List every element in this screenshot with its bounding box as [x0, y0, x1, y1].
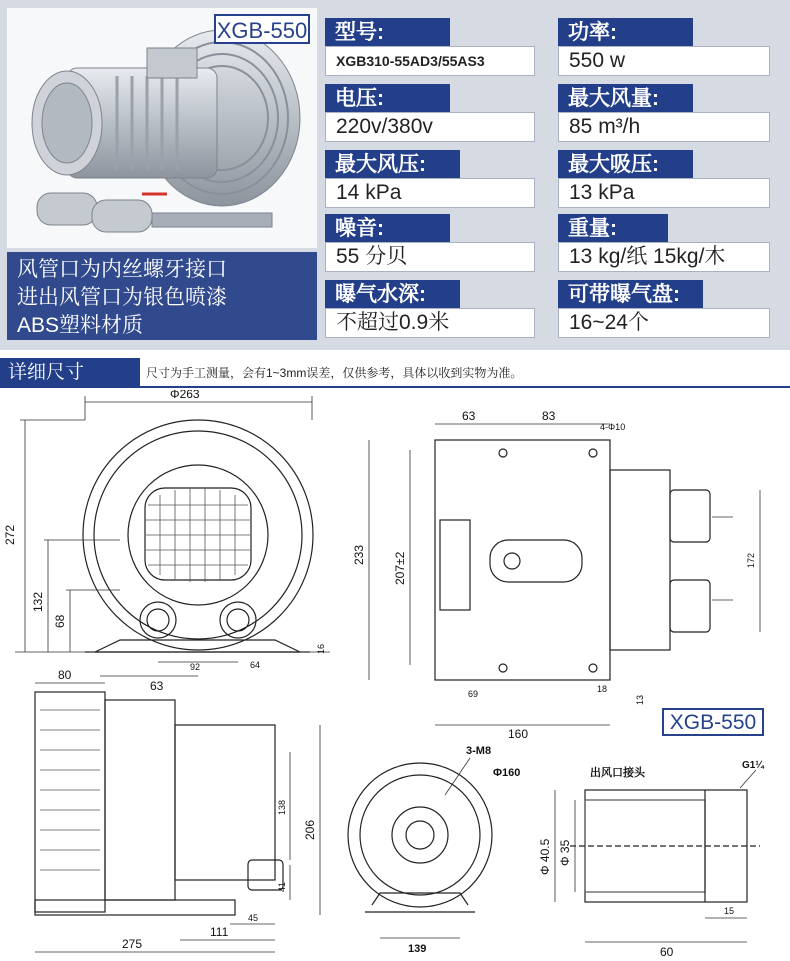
spec-label: 功率:	[558, 18, 693, 48]
side-w-total: 160	[508, 727, 529, 741]
spec-model	[325, 18, 535, 76]
section-title: 详细尺寸	[0, 358, 140, 388]
bl-h-inner: 138	[277, 799, 287, 815]
bm-base: 139	[408, 943, 427, 955]
outlet-len-total: 60	[660, 945, 674, 959]
spec-voltage	[325, 84, 535, 142]
spec-noise	[325, 214, 535, 272]
side-h-outer: 233	[352, 544, 366, 565]
front-h-center: 132	[31, 591, 45, 612]
outlet-d-inner: Φ 35	[558, 839, 572, 866]
spec-value: 85 m³/h	[558, 112, 770, 142]
bm-dia: Φ160	[493, 767, 521, 779]
side-base-c: 13	[635, 694, 645, 705]
spec-value: 55 分贝	[325, 242, 535, 272]
spec-value: 550 w	[558, 46, 770, 76]
spec-value: 16~24个	[558, 308, 770, 338]
spec-power	[558, 18, 770, 76]
section-note: 尺寸为手工测量，会有1~3mm误差，仅供参考，具体以收到实物为准。	[146, 366, 523, 380]
spec-value: 13 kg/纸 15kg/木	[558, 242, 770, 272]
bl-h-small: 41	[277, 881, 287, 892]
spec-value: 14 kPa	[325, 178, 535, 208]
model-tag: XGB-550	[214, 14, 310, 44]
front-view-dimensions	[15, 396, 330, 676]
spec-label: 最大风压:	[325, 150, 460, 180]
feature-notes	[7, 252, 317, 340]
bl-w-b: 111	[210, 925, 229, 939]
side-top-b: 83	[542, 409, 556, 423]
spec-weight	[558, 214, 770, 272]
outlet-fitting	[570, 790, 760, 902]
front-h-total: 272	[3, 524, 17, 545]
spec-max-pressure	[325, 150, 535, 208]
bottom-left-view	[35, 692, 283, 915]
bl-w-total: 275	[122, 937, 143, 951]
feature-note: 进出风管口为银色喷漆	[17, 286, 227, 309]
side-h-port: 172	[746, 552, 756, 568]
spec-value: 220v/380v	[325, 112, 535, 142]
side-holes: 4-Φ10	[600, 422, 626, 432]
front-w-offset: 63	[150, 679, 164, 693]
outlet-title: 出风口接头	[590, 767, 645, 779]
front-h-base: 16	[316, 643, 326, 654]
spec-label: 重量:	[558, 214, 668, 244]
side-base-a: 69	[468, 689, 479, 699]
spec-value: 不超过0.9米	[325, 308, 535, 338]
bl-top: 80	[58, 668, 72, 682]
spec-panel	[0, 0, 790, 350]
dimension-drawings	[0, 390, 790, 961]
feature-note: ABS塑料材质	[17, 314, 144, 337]
spec-value: 13 kPa	[558, 178, 770, 208]
front-port-angle: 64	[250, 660, 261, 670]
bm-bolt: 3-M8	[466, 745, 492, 757]
bl-w-a: 45	[248, 913, 259, 923]
side-top-a: 63	[462, 409, 476, 423]
bottom-mid-view	[348, 763, 492, 912]
spec-max-airflow	[558, 84, 770, 142]
spec-label: 可带曝气盘:	[558, 280, 703, 310]
outlet-d-outer: Φ 40.5	[538, 838, 552, 875]
spec-aeration-depth	[325, 280, 535, 338]
spec-label: 噪音:	[325, 214, 450, 244]
section-header	[0, 358, 790, 388]
side-h-inner: 207±2	[393, 551, 407, 585]
spec-value: XGB310-55AD3/55AS3	[325, 46, 535, 76]
spec-label: 型号:	[325, 18, 450, 48]
front-w-ports: 92	[190, 662, 201, 672]
spec-label: 最大吸压:	[558, 150, 693, 180]
spec-label: 最大风量:	[558, 84, 693, 114]
spec-max-suction	[558, 150, 770, 208]
spec-aeration-discs	[558, 280, 770, 338]
front-d-total: Φ263	[170, 390, 200, 401]
outlet-len-thread: 15	[724, 906, 735, 916]
front-view	[83, 420, 313, 652]
spec-label: 电压:	[325, 84, 450, 114]
model-tag-2: XGB-550	[662, 708, 764, 736]
bl-h: 206	[303, 819, 317, 840]
outlet-thread: G1¼	[742, 760, 764, 771]
side-base-b: 18	[597, 684, 608, 694]
feature-note: 风管口为内丝螺牙接口	[17, 258, 227, 281]
side-view	[435, 440, 710, 680]
spec-label: 曝气水深:	[325, 280, 460, 310]
front-h-port: 68	[53, 614, 67, 628]
